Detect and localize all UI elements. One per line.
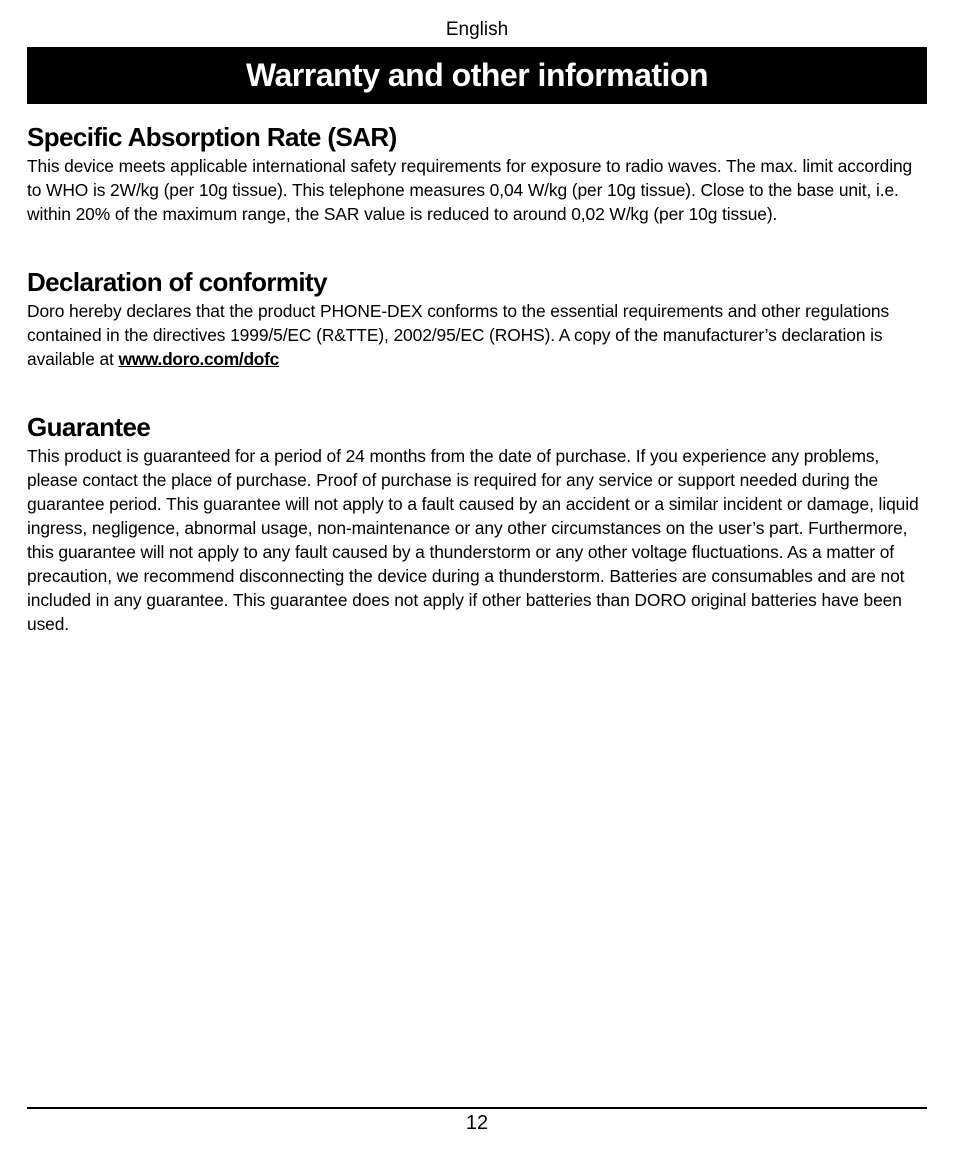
section-declaration — [27, 265, 929, 371]
page-title: Warranty and other information — [245, 57, 709, 93]
section-heading-declaration: Declaration of conformity — [27, 267, 327, 297]
section-heading-guarantee: Guarantee — [27, 412, 151, 442]
footer-divider — [27, 1107, 927, 1109]
main-content — [27, 120, 929, 636]
section-body-declaration — [27, 299, 929, 371]
page-number: 12 — [465, 1112, 489, 1134]
section-body-sar: This device meets applicable international safety requirements for exposure to radio waves. The max. limit according to WHO is 2W/kg (per 10g tissue). This telephone measures 0,04 W/kg (per 10g tissue). Close to the base unit, i.e. within 20% of the maximum range, the SAR value is reduced to around 0,02 W/kg (per 10g tissue). — [27, 156, 913, 224]
language-label: English — [445, 19, 509, 40]
section-sar — [27, 120, 929, 226]
declaration-text: Doro hereby declares that the product PHONE-DEX conforms to the essential requirements and other regulations contained in the directives 1999/5/EC (R&TTE), 2002/95/EC (ROHS). A copy of the manufacturer’s declaration is available at — [27, 301, 890, 369]
title-banner — [27, 47, 927, 104]
section-heading-sar: Specific Absorption Rate (SAR) — [27, 122, 397, 152]
doro-dofc-link[interactable]: www.doro.com/dofc — [118, 349, 279, 369]
section-guarantee — [27, 410, 929, 636]
section-body-guarantee: This product is guaranteed for a period of 24 months from the date of purchase. If you experience any problems, please contact the place of purchase. Proof of purchase is required for any service or support needed during the guarantee period. This guarantee will not apply to a fault caused by an accident or a similar incident or damage, liquid ingress, negligence, abnormal usage, non-maintenance or any other circumstances on the user’s part. Furthermore, this guarantee will not apply to any fault caused by a thunderstorm or any other voltage fluctuations. As a matter of precaution, we recommend disconnecting the device during a thunderstorm. Batteries are consumables and are not included in any guarantee. This guarantee does not apply if other batteries than DORO original batteries have been used. — [27, 446, 919, 634]
